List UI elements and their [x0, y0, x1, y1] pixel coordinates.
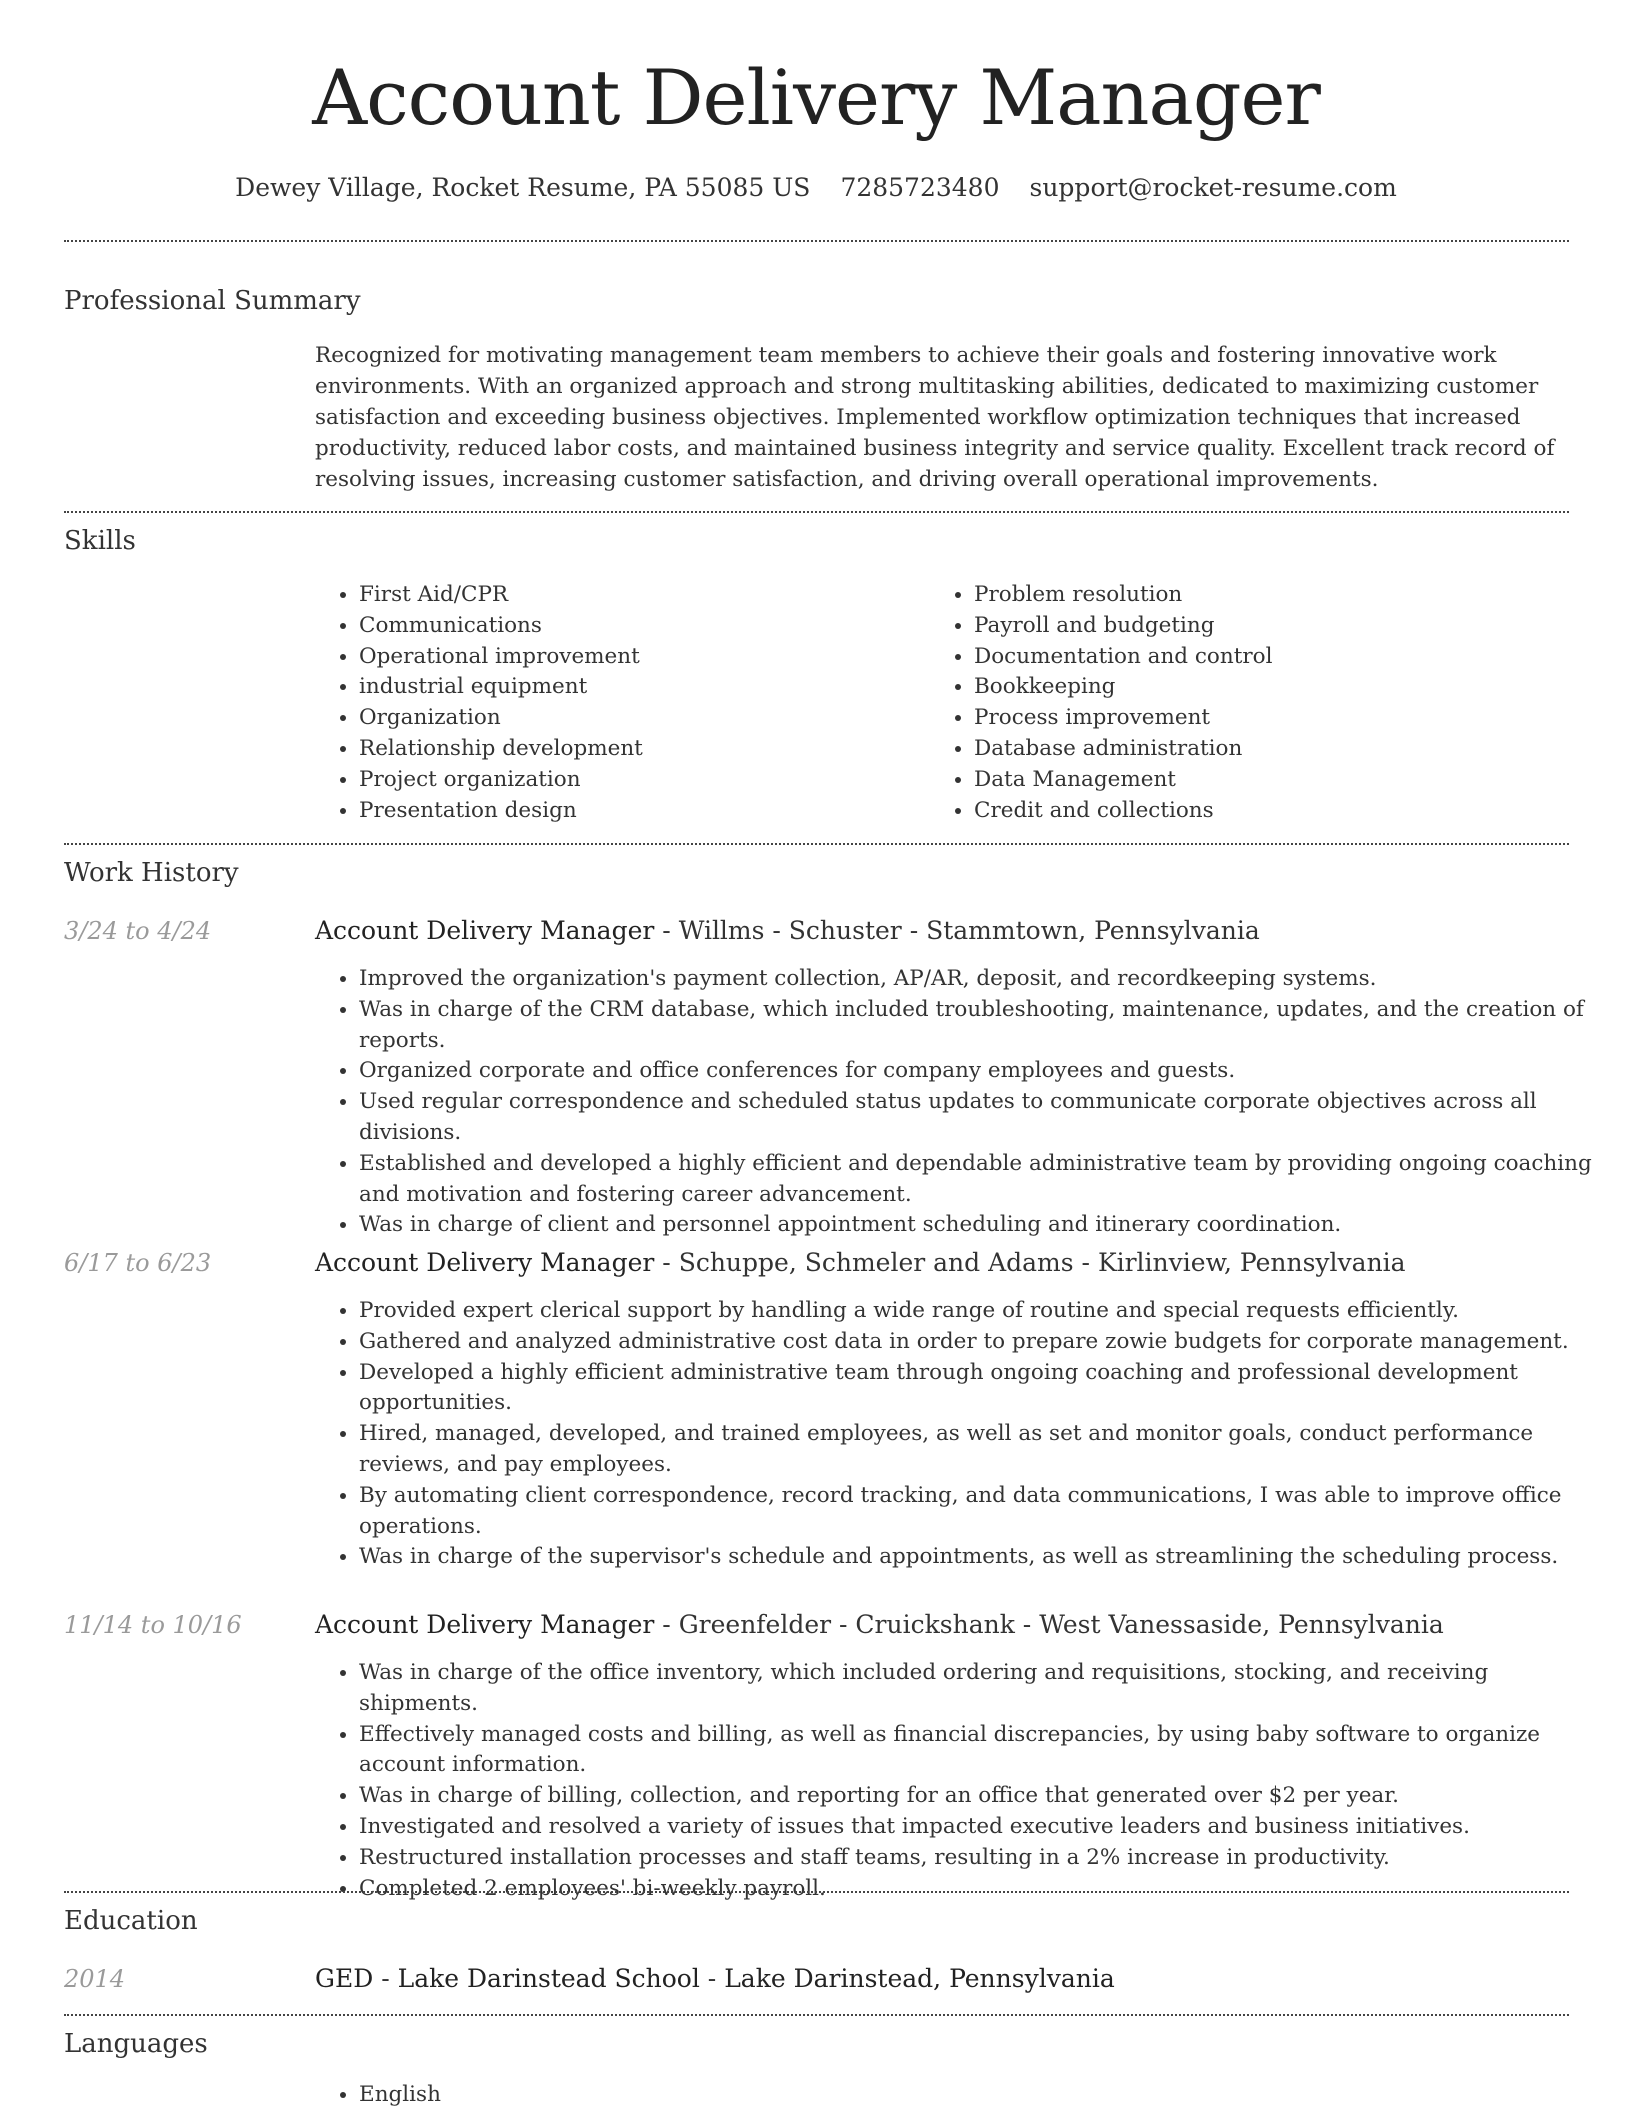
separator: -	[654, 916, 679, 945]
job-bullet: • Established and developed a highly efficient and dependable administrative team by providing ongoing coaching and motivation and fostering career advancement.	[359, 1149, 1614, 1211]
separator: -	[699, 1964, 725, 1993]
job-heading	[315, 1246, 1406, 1280]
section-title-summary: Professional Summary	[64, 286, 361, 316]
job-location: Stammtown, Pennsylvania	[926, 916, 1260, 945]
job-bullet: • Was in charge of client and personnel appointment scheduling and itinerary coordination.	[359, 1210, 1614, 1241]
skill-item: • Project organization	[359, 765, 929, 796]
job-bullet: • Was in charge of the supervisor's schedule and appointments, as well as streamlining the scheduling process.	[359, 1542, 1614, 1573]
separator: -	[654, 1248, 679, 1277]
job-bullets	[315, 1658, 1614, 1904]
skill-item: • Organization	[359, 703, 929, 734]
skill-item: • Operational improvement	[359, 642, 929, 673]
section-title-education: Education	[64, 1906, 198, 1936]
separator: -	[1014, 1610, 1040, 1639]
job-heading	[315, 914, 1260, 948]
section-title-languages: Languages	[64, 2029, 208, 2059]
separator: -	[1073, 1248, 1098, 1277]
job-bullet: • Was in charge of the CRM database, which included troubleshooting, maintenance, updates, and the creation of reports.	[359, 995, 1614, 1057]
contact-address: Dewey Village, Rocket Resume, PA 55085 US	[235, 173, 811, 202]
skill-item: • Data Management	[974, 765, 1574, 796]
languages-list	[315, 2080, 959, 2111]
education-year: 2014	[64, 1965, 126, 1993]
job-company: Greenfelder - Cruickshank	[678, 1610, 1015, 1639]
job-dates: 6/17 to 6/23	[64, 1249, 212, 1277]
job-dates: 11/14 to 10/16	[64, 1611, 242, 1639]
job-bullet: • Investigated and resolved a variety of issues that impacted executive leaders and business initiatives.	[359, 1812, 1614, 1843]
skill-item: • Bookkeeping	[974, 672, 1574, 703]
job-bullet: • Developed a highly efficient administrative team through ongoing coaching and professional development opportunities.	[359, 1358, 1614, 1420]
language-item: • English	[359, 2080, 959, 2111]
skill-item: • Process improvement	[974, 703, 1574, 734]
job-bullet: • Was in charge of billing, collection, and reporting for an office that generated over $2 per year.	[359, 1781, 1614, 1812]
job-bullet: • Organized corporate and office conferences for company employees and guests.	[359, 1056, 1614, 1087]
section-title-skills: Skills	[64, 526, 136, 556]
job-location: Kirlinview, Pennsylvania	[1097, 1248, 1406, 1277]
job-company: Schuppe, Schmeler and Adams	[678, 1248, 1074, 1277]
skills-list-left	[315, 580, 929, 826]
divider	[64, 240, 1569, 242]
contact-email[interactable]: support@rocket-resume.com	[1029, 173, 1397, 202]
job-bullet: • Hired, managed, developed, and trained employees, as well as set and monitor goals, conduct performance reviews, and pay employees.	[359, 1419, 1614, 1481]
resume-name: Account Delivery Manager	[312, 53, 1320, 142]
job-role: Account Delivery Manager	[315, 916, 655, 945]
skill-item: • Credit and collections	[974, 796, 1574, 827]
job-heading	[315, 1608, 1444, 1642]
job-bullet: • By automating client correspondence, record tracking, and data communications, I was able to improve office operations.	[359, 1481, 1614, 1543]
skill-item: • Communications	[359, 611, 929, 642]
education-degree: GED	[315, 1964, 374, 1993]
education-school: Lake Darinstead School	[397, 1964, 700, 1993]
contact-phone: 7285723480	[840, 173, 1000, 202]
skill-item: • Payroll and budgeting	[974, 611, 1574, 642]
education-heading	[315, 1962, 1115, 1996]
skill-item: • industrial equipment	[359, 672, 929, 703]
job-role: Account Delivery Manager	[315, 1610, 655, 1639]
skill-item: • Relationship development	[359, 734, 929, 765]
job-bullet: • Completed 2 employees' bi-weekly payroll.	[359, 1874, 1614, 1905]
job-bullet: • Was in charge of the office inventory, which included ordering and requisitions, stocking, and receiving shipments.	[359, 1658, 1614, 1720]
education-location: Lake Darinstead, Pennsylvania	[724, 1964, 1115, 1993]
job-bullets	[315, 1296, 1614, 1573]
job-company: Willms - Schuster	[678, 916, 902, 945]
job-location: West Vanessaside, Pennsylvania	[1039, 1610, 1444, 1639]
divider	[64, 843, 1569, 845]
job-bullet: • Effectively managed costs and billing, as well as financial discrepancies, by using baby software to organize account information.	[359, 1720, 1614, 1782]
separator: -	[654, 1610, 679, 1639]
job-bullet: • Provided expert clerical support by handling a wide range of routine and special requests efficiently.	[359, 1296, 1614, 1327]
job-dates: 3/24 to 4/24	[64, 917, 212, 945]
job-role: Account Delivery Manager	[315, 1248, 655, 1277]
divider	[64, 511, 1569, 513]
separator: -	[901, 916, 927, 945]
job-bullet: • Restructured installation processes and staff teams, resulting in a 2% increase in productivity.	[359, 1843, 1614, 1874]
job-bullet: • Improved the organization's payment collection, AP/AR, deposit, and recordkeeping systems.	[359, 964, 1614, 995]
skill-item: • Database administration	[974, 734, 1574, 765]
skill-item: • Presentation design	[359, 796, 929, 827]
skills-list-right	[930, 580, 1574, 826]
skill-item: • First Aid/CPR	[359, 580, 929, 611]
summary-text: Recognized for motivating management team members to achieve their goals and fostering innovative work environments. With an organized approach and strong multitasking abilities, dedicated to maximizing customer satisfaction and exceeding business objectives. Implemented workflow optimization techniques that increased productivity, reduced labor costs, and maintained business integrity and service quality. Excellent track record of resolving issues, increasing customer satisfaction, and driving overall operational improvements.	[315, 343, 1555, 492]
skill-item: • Problem resolution	[974, 580, 1574, 611]
job-bullet: • Used regular correspondence and scheduled status updates to communicate corporate objectives across all divisions.	[359, 1087, 1614, 1149]
section-title-work: Work History	[64, 858, 239, 888]
divider	[64, 1891, 1569, 1893]
job-bullet: • Gathered and analyzed administrative cost data in order to prepare zowie budgets for corporate management.	[359, 1327, 1614, 1358]
divider	[64, 2014, 1569, 2016]
skill-item: • Documentation and control	[974, 642, 1574, 673]
separator: -	[373, 1964, 398, 1993]
job-bullets	[315, 964, 1614, 1241]
contact-line	[0, 170, 1632, 206]
